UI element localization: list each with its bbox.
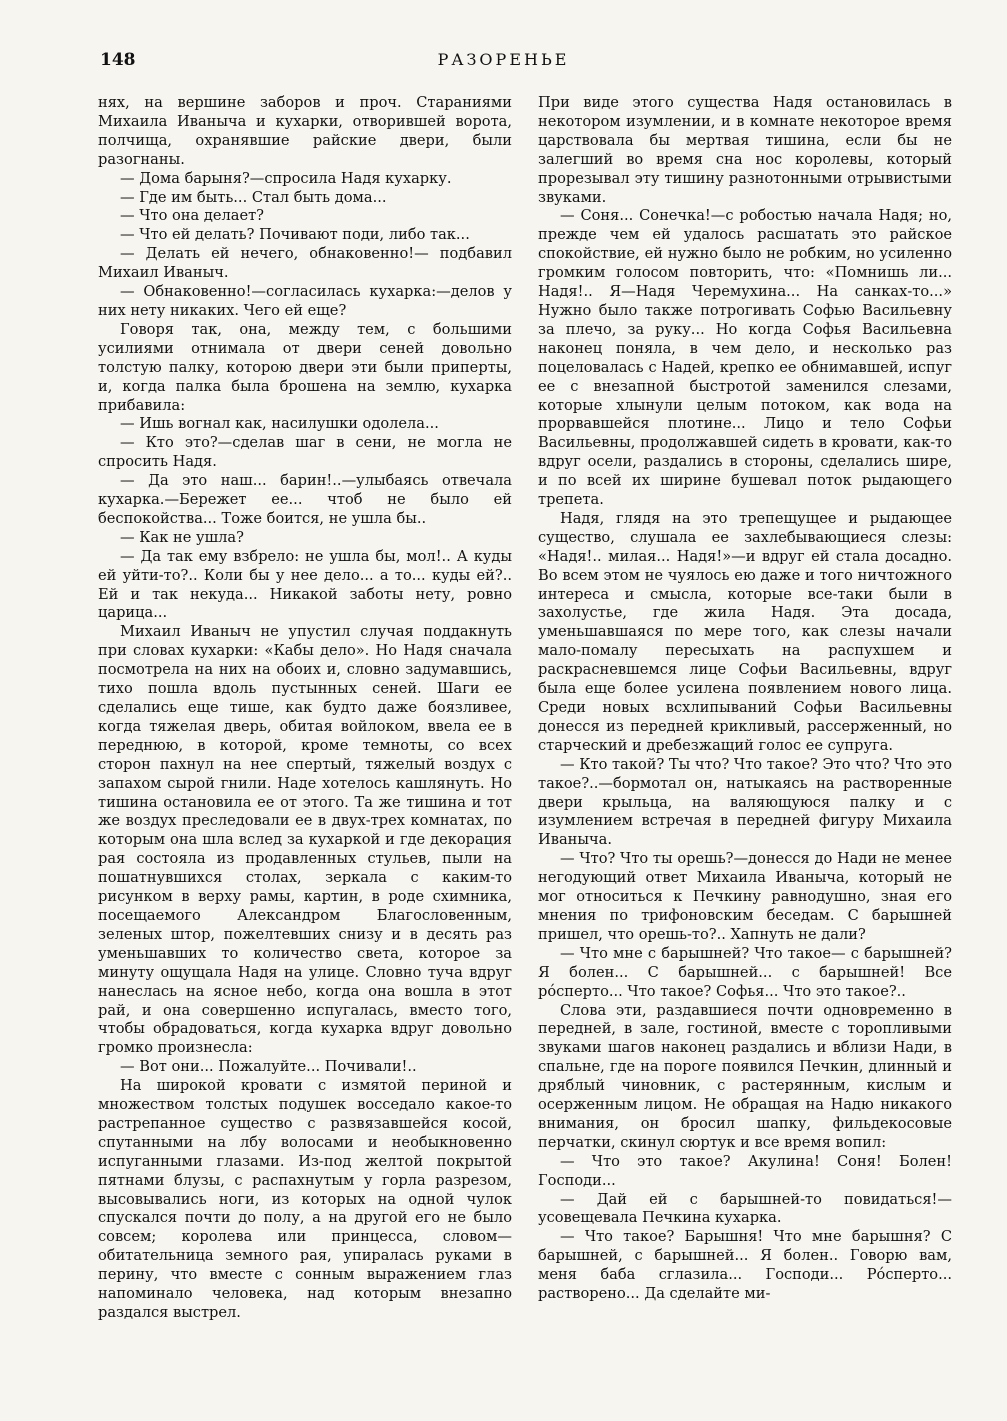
paragraph: — Что это такое? Акулина! Соня! Болен! Господи... bbox=[538, 1152, 952, 1189]
right-column bbox=[538, 94, 952, 1304]
paragraph: При виде этого существа Надя остановилась в некотором изумлении, и в комнате некоторое время царствовала бы мертвая тишина, если бы не залегший во время сна нос королевы, который прорезывал эту тишину разнотонными отрывистыми звуками. bbox=[538, 94, 952, 206]
left-column bbox=[98, 94, 512, 1323]
paragraph: Слова эти, раздавшиеся почти одновременно в передней, в зале, гостиной, вместе с торопливыми звуками шагов наконец раздались и вблизи Нади, в спальне, где на пороге появился Печкин, длинный и дряблый чиновник, с растерянным, кислым и осерженным лицом. Не обращая на Надю никакого внимания, он бросил шапку, фильдекосовые перчатки, скинул сюртук и все время вопил: bbox=[538, 1001, 952, 1151]
paragraph: — Дома барыня?—спросила Надя кухарку. bbox=[120, 169, 452, 187]
paragraph: — Что? Что ты орешь?—донесся до Нади не менее негодующий ответ Михаила Иваныча, который не мог относиться к Печкину равнодушно, зная его мнения по трифоновским беседам. С барышней пришел, что орешь-то?.. Хапнуть не дали? bbox=[538, 850, 952, 943]
page-number: 148 bbox=[100, 50, 136, 70]
paragraph: — Соня... Сонечка!—с робостью начала Надя; но, прежде чем ей удалось расшатать это райское спокойствие, ей нужно было не робким, но усиленно громким голосом повторить, что: «Помнишь ли... Надя!.. Я—Надя Черемухина... На санках-то...» Нужно было также потрогивать Софью Васильевну за плечо, за руку... Но когда Софья Васильевна наконец поняла, в чем дело, и несколько раз поцеловалась с Надей, крепко ее обнимавшей, испуг ее с внезапной быстротой заменился слезами, которые хлынули целым потоком, как вода на прорвавшейся плотине... Лицо и тело Софьи Васильевны, продолжавшей сидеть в кровати, как-то вдруг осели, раздались в стороны, сделались шире, и по всей их ширине бушевал поток рыдающего трепета. bbox=[538, 207, 952, 509]
paragraph: — Обнаковенно!—согласилась кухарка:—делов у них нету никаких. Чего ей еще? bbox=[98, 283, 512, 319]
paragraph: — Что ей делать? Почивают поди, либо так... bbox=[120, 226, 470, 244]
paragraph: — Да так ему взбрело: не ушла бы, мол!.. А куды ей уйти-то?.. Коли бы у нее дело... а то... куды ей?.. Ей и так некуда... Никакой заботы нету, ровно царица... bbox=[98, 547, 512, 622]
running-title: РАЗОРЕНЬЕ bbox=[437, 50, 570, 69]
paragraph: — Дай ей с барышней-то повидаться!— усовещевала Печкина кухарка. bbox=[538, 1190, 952, 1227]
paragraph: — Кто такой? Ты что? Что такое? Это что? Что это такое?..—бормотал он, натыкаясь на растворенные двери крыльца, на валяющуюся палку и с изумлением встречая в передней фигуру Михаила Иваныча. bbox=[538, 755, 952, 849]
paragraph: Надя, глядя на это трепещущее и рыдающее существо, слушала ее захлебывающиеся слезы: «Надя!.. милая... Надя!»—и вдруг ей стала досадно. Во всем этом не чуялось ею даже и того ничтожного интереса и смысла, которые все-таки были в захолустье, где жила Надя. Эта досада, уменьшавшаяся по мере того, как слезы начали мало-помалу пересыхать на распухшем и раскрасневшемся лице Софьи Васильевны, вдруг была еще более усилена появлением нового лица. Среди новых всхлипываний Софьи Васильевны донесся из передней крикливый, рассерженный, но старческий и дребезжащий голос ее супруга. bbox=[538, 509, 952, 754]
paragraph: — Делать ей нечего, обнаковенно!— подбавил Михаил Иваныч. bbox=[98, 245, 512, 282]
paragraph: — Вот они... Пожалуйте... Почивали!.. bbox=[120, 1058, 417, 1076]
paragraph: На широкой кровати с измятой периной и множеством толстых подушек восседало какое-то растрепанное существо с развязавшейся косой, спутанными на лбу волосами и необыкновенно испуганными глазами. Из-под желтой покрытой пятнами блузы, с распахнутым у горла разрезом, высовывались ноги, из которых на одной чулок спускался почти до полу, а на другой его не было совсем; королева или принцесса, словом—обитательница земного рая, упиралась руками в перину, что вместе с сонным выражением глаз напоминало человека, над которым внезапно раздался выстрел. bbox=[98, 1077, 512, 1321]
paragraph: — Кто это?—сделав шаг в сени, не могла не спросить Надя. bbox=[98, 434, 512, 471]
paragraph: — Что мне с барышней? Что такое— с барышней? Я болен... С барышней... с барышней! Все рóсперто... Что такое? Софья... Что это такое?.. bbox=[538, 944, 952, 1000]
paragraph: — Ишь вогнал как, насилушки одолела... bbox=[120, 415, 439, 433]
paragraph: — Что она делает? bbox=[120, 207, 264, 225]
paragraph: — Где им быть... Стал быть дома... bbox=[120, 188, 387, 206]
paragraph: нях, на вершине заборов и проч. Стараниями Михаила Иваныча и кухарки, отворившей ворота, полчища, охранявшие райские двери, были разогнаны. bbox=[98, 94, 512, 168]
paragraph: — Что такое? Барышня! Что мне барышня? С барышней, с барышней... Я болен.. Говорю вам, меня баба сглазила... Господи... Рóсперто... растворено... Да сделайте ми- bbox=[538, 1228, 952, 1303]
paragraph: — Да это наш... барин!..—улыбаясь отвечала кухарка.—Бережет ее... чтоб не было ей беспокойства... Тоже боится, не ушла бы.. bbox=[98, 472, 512, 527]
paragraph: Михаил Иваныч не упустил случая поддакнуть при словах кухарки: «Кабы дело». Но Надя сначала посмотрела на них на обоих и, словно задумавшись, тихо пошла вдоль пустынных сеней. Шаги ее сделались еще тише, как будто даже боязливее, когда тяжелая дверь, обитая войлоком, ввела ее в переднюю, в которой, кроме темноты, со всех сторон пахнул на нее спертый, тяжелый воздух с запахом сырой гнили. Наде хотелось кашлянуть. Но тишина остановила ее от этого. Та же тишина и тот же воздух преследовали ее в двух-трех комнатах, по которым она шла вслед за кухаркой и где декорация рая состояла из продавленных стульев, пыли на пошатнувшихся столах, зеркала с каким-то рисунком в верху рамы, картин, в роде схимника, посещаемого Александром Благословенным, зеленых штор, пожелтевших снизу и в десять раз уменьшавших то количество света, которое за минуту ощущала Надя на улице. Словно туча вдруг нанеслась на ясное небо, когда она вошла в этот рай, и она совершенно испугалась, вместо того, чтобы обрадоваться, когда кухарка вдруг довольно громко произнесла: bbox=[98, 623, 512, 1057]
paragraph: — Как не ушла? bbox=[120, 528, 244, 546]
page-header bbox=[0, 38, 1007, 78]
paragraph: Говоря так, она, между тем, с большими усилиями отнимала от двери сеней довольно толстую палку, которою двери эти были приперты, и, когда палка была брошена на землю, кухарка прибавила: bbox=[98, 320, 512, 414]
